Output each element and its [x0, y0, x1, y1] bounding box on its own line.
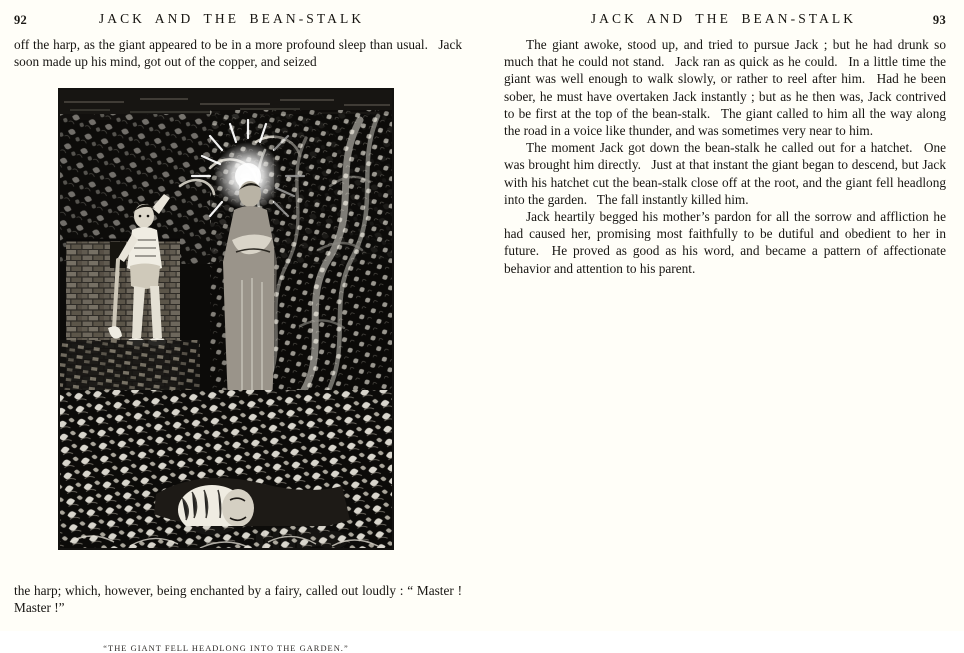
right-page — [482, 0, 964, 631]
left-top-text-block — [14, 36, 462, 70]
left-folio: 92 — [14, 13, 28, 27]
right-paragraph-2: The moment Jack got down the bean-stalk he called out for a hatchet. One was brought him directly. Just at that instant the giant began to descend, but Jack with his hatchet cut the bean-stalk close off at the root, and the giant fell headlong into the garden. The fall instantly killed him. — [504, 140, 946, 207]
right-folio: 93 — [932, 13, 946, 27]
right-text-block — [504, 36, 946, 277]
left-running-head-title: JACK AND THE BEAN-STALK — [98, 11, 365, 26]
giant-fell-headlong-plate — [58, 88, 394, 550]
left-bottom-text-block — [14, 582, 462, 616]
left-running-head — [14, 0, 462, 34]
right-paragraph-3: Jack heartily begged his mother’s pardon for all the sorrow and affliction he had caused her, promising most faithfully to be dutiful and obedient to her in future. He proved as good as his word, and became a pattern of affectionate behavior and attention to his parent. — [504, 209, 946, 276]
right-running-head — [504, 0, 946, 34]
right-paragraph-1: The giant awoke, stood up, and tried to pursue Jack ; but he had drunk so much that he could not stand. Jack ran as quick as he could. In a little time the giant was well enough to walk slowly, or rather to reel after him. Had he been sober, he must have overtaken Jack instantly ; but as he then was, Jack contrived to be first at the top of the bean-stalk. The giant called to him all the way along the road in a voice like thunder, and was sometimes very near to him. — [504, 37, 946, 139]
left-bottom-paragraph: the harp; which, however, being enchanted by a fairy, called out loudly : “ Master ! Master !” — [14, 583, 462, 616]
illustration-caption: “THE GIANT FELL HEADLONG INTO THE GARDEN.” — [103, 644, 349, 653]
left-top-paragraph: off the harp, as the giant appeared to be in a more profound sleep than usual. Jack soon made up his mind, got out of the copper, and seized — [14, 37, 462, 70]
right-running-head-title: JACK AND THE BEAN-STALK — [590, 11, 857, 26]
